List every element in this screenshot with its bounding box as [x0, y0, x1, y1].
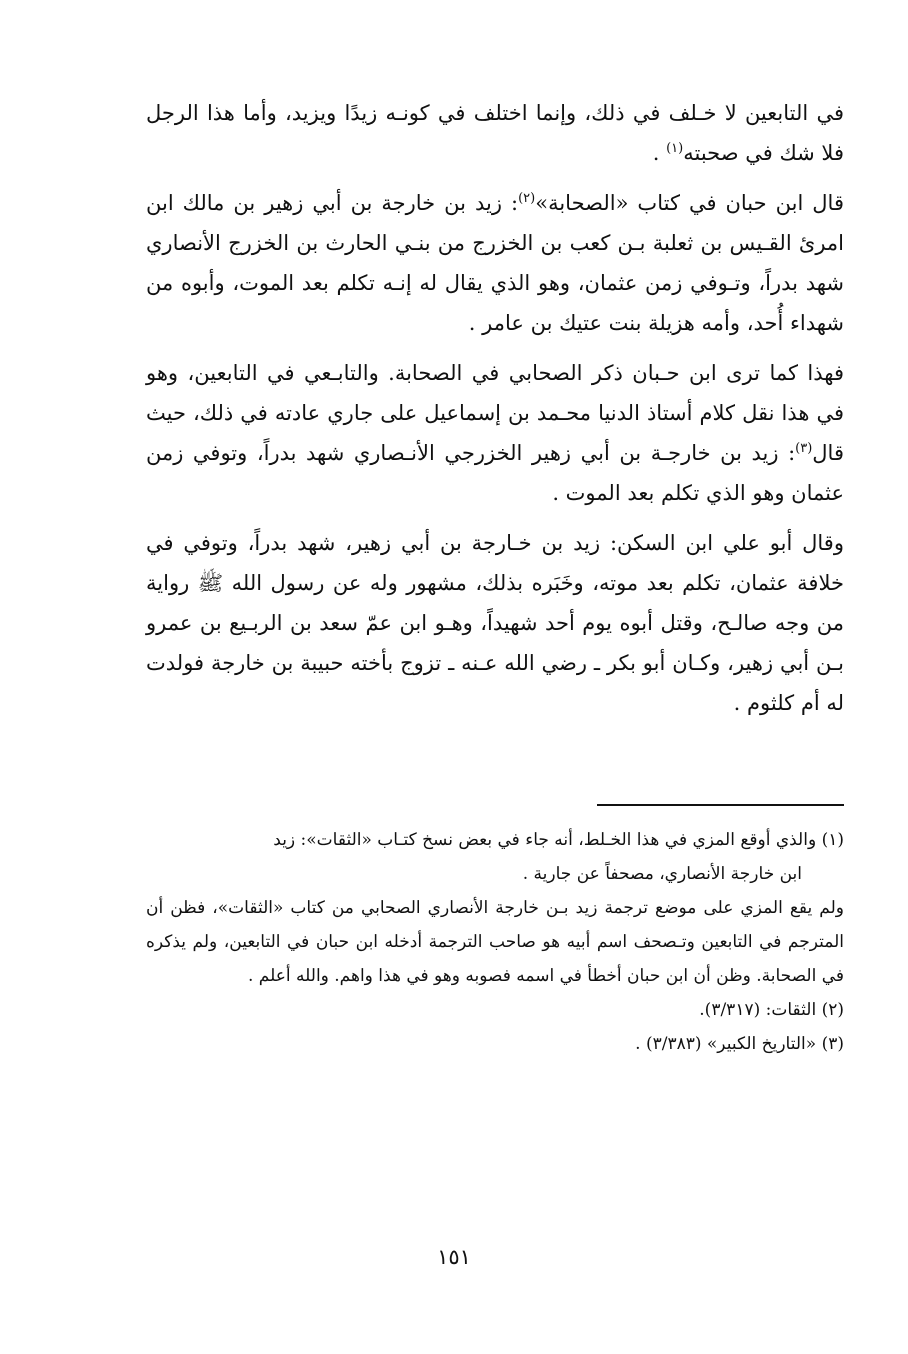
paragraph-3-text: : زيد بن خارجـة بن أبي زهير الخزرجي الأنـصاري شهد بدراً، وتوفي زمن عثمان وهو الذي تكلم بعد الموت . [146, 441, 844, 505]
page-number: ١٥١ [437, 1245, 471, 1269]
paragraph-3-start: فهذا كما ترى ابن حـبان ذكر الصحابي في الصحابة. والتابـعي في التابعين، وهو في هذا نقل كلام أستاذ الدنيا محـمد بن إسماعيل على جاري عادته في ذلك، حيث قال [146, 361, 844, 465]
paragraph-1 [146, 93, 844, 173]
footnotes [146, 823, 844, 1061]
footnote-marker-3: (٣) [795, 441, 813, 456]
footnote-2: (٢) الثقات: (٣/٣١٧). [699, 1000, 844, 1020]
paragraph-1-end: . [652, 141, 667, 165]
footnote-marker-2: (٢) [518, 191, 536, 206]
paragraph-2 [146, 183, 844, 343]
paragraph-3 [146, 353, 844, 513]
footnote-1-paragraph-2: ولم يقع المزي على موضع ترجمة زيد بـن خارجة الأنصاري الصحابي من كتاب «الثقات»، فظن أن المترجم في التابعين وتـصحف اسم أبيه هو صاحب الترجمة أدخله ابن حبان في التابعين، ولم يذكره في الصحابة. وظن أن ابن حبان أخطأ في اسمه فصوبه وهو في هذا واهم. والله أعلم . [146, 898, 844, 986]
footnote-marker-1: (١) [666, 141, 684, 156]
footnote-1-first-line: (١) والذي أوقع المزي في هذا الخـلط، أنه جاء في بعض نسخ كتـاب «الثقات»: زيد [273, 830, 844, 850]
footnote-3: (٣) «التاريخ الكبير» (٣/٣٨٣) . [635, 1034, 844, 1054]
main-text [146, 93, 844, 733]
paragraph-2-text: : زيد بن خارجة بن أبي زهير بن مالك ابن امرئ القـيس بن ثعلبة بـن كعب بن الخزرج من بنـي الحارث بن الخزرج الأنصاري شهد بدراً، وتـوفي زمن عثمان، وهو الذي يقال له إنـه تكلم بعد الموت، وأبوه من شهداء أُحد، وأمه هزيلة بنت عتيك بن عامر . [146, 191, 844, 335]
paragraph-4-text: وقال أبو علي ابن السكن: زيد بن خـارجة بن أبي زهير، شهد بدراً، وتوفي في خلافة عثمان، تكلم بعد موته، وخَبَره بذلك، مشهور وله عن رسول الله ﷺ رواية من وجه صالـح، وقتل أبوه يوم أحد شهيداً، وهـو ابن عمّ سعد بن الربـيع بن عمرو بـن أبي زهير، وكـان أبو بكر ـ رضي الله عـنه ـ تزوج بأخته حبيبة بن خارجة فولدت له أم كلثوم . [146, 531, 844, 715]
paragraph-1-text: في التابعين لا خـلف في ذلك، وإنما اختلف في كونـه زيدًا ويزيد، وأما هذا الرجل فلا شك في صحبته [146, 101, 844, 165]
footnote-divider [597, 804, 844, 806]
footnote-1-continuation: ابن خارجة الأنصاري، مصحفاً عن جارية . [522, 864, 802, 884]
paragraph-4 [146, 523, 844, 723]
paragraph-2-start: قال ابن حبان في كتاب «الصحابة» [535, 191, 844, 215]
